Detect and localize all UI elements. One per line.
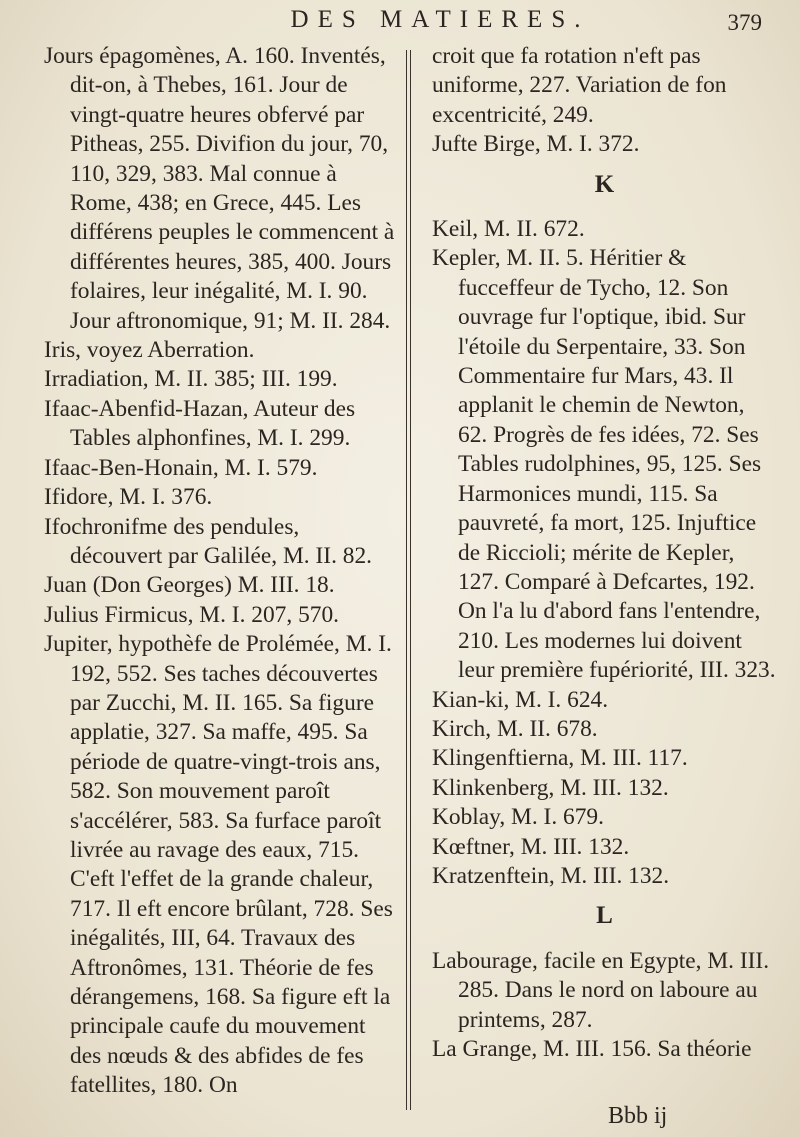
index-entry-koestner: Kœftner, M. III. 132. <box>432 833 630 860</box>
index-entry-isidore: Ifidore, M. I. 376. <box>44 484 213 511</box>
index-entry-kian-ki: Kian-ki, M. I. 624. <box>432 686 609 713</box>
signature-mark: Bbb ij <box>608 1103 668 1129</box>
index-entry-jupiter: Jupiter, hypothèfe de Prolémée, M. I. 192, 552. Ses taches découvertes par Zucchi, M. II. 165. Sa figure applatie, 327. Sa maffe, 495. Sa période de quatre-vingt-trois ans, 582. Son mouvement paroît s'accélérer, 583. Sa furface paroît livrée au ravage des eaux, 715. C'eft l'effet de la grande chaleur, 717. Il eft encore brûlant, 728. Ses inégalités, III, 64. Travaux des Aftronômes, 131. Théorie de fes dérangemens, 168. Sa figure eft la principale caufe du mouvement des nœuds & des abfides de fes fatellites, 180. On <box>44 631 393 1099</box>
index-entry-klingenstierna: Klingenftierna, M. III. 117. <box>432 745 688 772</box>
index-entry-iris: Iris, voyez Aberration. <box>44 337 255 364</box>
section-letter-l: L <box>596 902 613 930</box>
index-entry-koblay: Koblay, M. I. 679. <box>432 804 604 831</box>
index-entry-continuation: croit que fa rotation n'eft pas uniforme, 227. Variation de fon excentricité, 249. <box>432 43 727 128</box>
index-entry-keil: Keil, M. II. 672. <box>432 216 585 243</box>
index-entry-juste-birge: Jufte Birge, M. I. 372. <box>432 131 640 158</box>
index-entry-irradiation: Irradiation, M. II. 385; III. 199. <box>44 366 338 393</box>
index-entry-juan: Juan (Don Georges) M. III. 18. <box>44 572 335 599</box>
index-entry-jours: Jours épagomènes, A. 160. Inventés, dit-on, à Thebes, 161. Jour de vingt-quatre heures obfervé par Pitheas, 255. Divifion du jour, 70, 110, 329, 383. Mal connue à Rome, 438; en Grece, 445. Les différens peuples le commencent à différentes heures, 385, 400. Jours folaires, leur inégalité, M. I. 90. Jour aftronomique, 91; M. II. 284. <box>44 43 395 334</box>
page-number: 379 <box>727 10 762 35</box>
section-letter-k: K <box>594 170 615 198</box>
column-divider-right <box>410 50 411 1110</box>
right-column <box>432 42 777 1064</box>
index-entry-julius-firmicus: Julius Firmicus, M. I. 207, 570. <box>44 601 339 628</box>
index-entry-labourage: Labourage, facile en Egypte, M. III. 285. Dans le nord on laboure au printems, 287. <box>432 947 770 1033</box>
index-entry-klinkenberg: Klinkenberg, M. III. 132. <box>432 774 669 801</box>
index-entry-isaac-ben-honain: Ifaac-Ben-Honain, M. I. 579. <box>44 454 318 481</box>
index-entry-isochronisme: Ifochronifme des pendules, découvert par Galilée, M. II. 82. <box>44 513 373 569</box>
index-entry-kirch: Kirch, M. II. 678. <box>432 715 598 742</box>
left-column <box>44 42 396 1101</box>
index-entry-kratzenstein: Kratzenftein, M. III. 132. <box>432 862 670 889</box>
index-entry-isaac-abenfid: Ifaac-Abenfid-Hazan, Auteur des Tables alphonfines, M. I. 299. <box>44 395 356 452</box>
index-entry-la-grange: La Grange, M. III. 156. Sa théorie <box>432 1036 752 1062</box>
index-entry-kepler: Kepler, M. II. 5. Héritier & fucceffeur de Tycho, 12. Son ouvrage fur l'optique, ibid. Sur l'étoile du Serpentaire, 33. Son Commentaire fur Mars, 43. Il applanit le chemin de Newton, 62. Progrès de fes idées, 72. Ses Tables rudolphines, 95, 125. Ses Harmonices mundi, 115. Sa pauvreté, fa mort, 125. Injuftice de Riccioli; mérite de Kepler, 127. Comparé à Defcartes, 192. On l'a lu d'abord fans l'entendre, 210. Les modernes lui doivent leur première fupériorité, III. 323. <box>432 245 776 684</box>
running-title: DES MATIERES. <box>290 6 590 33</box>
column-divider-left <box>406 50 407 1110</box>
